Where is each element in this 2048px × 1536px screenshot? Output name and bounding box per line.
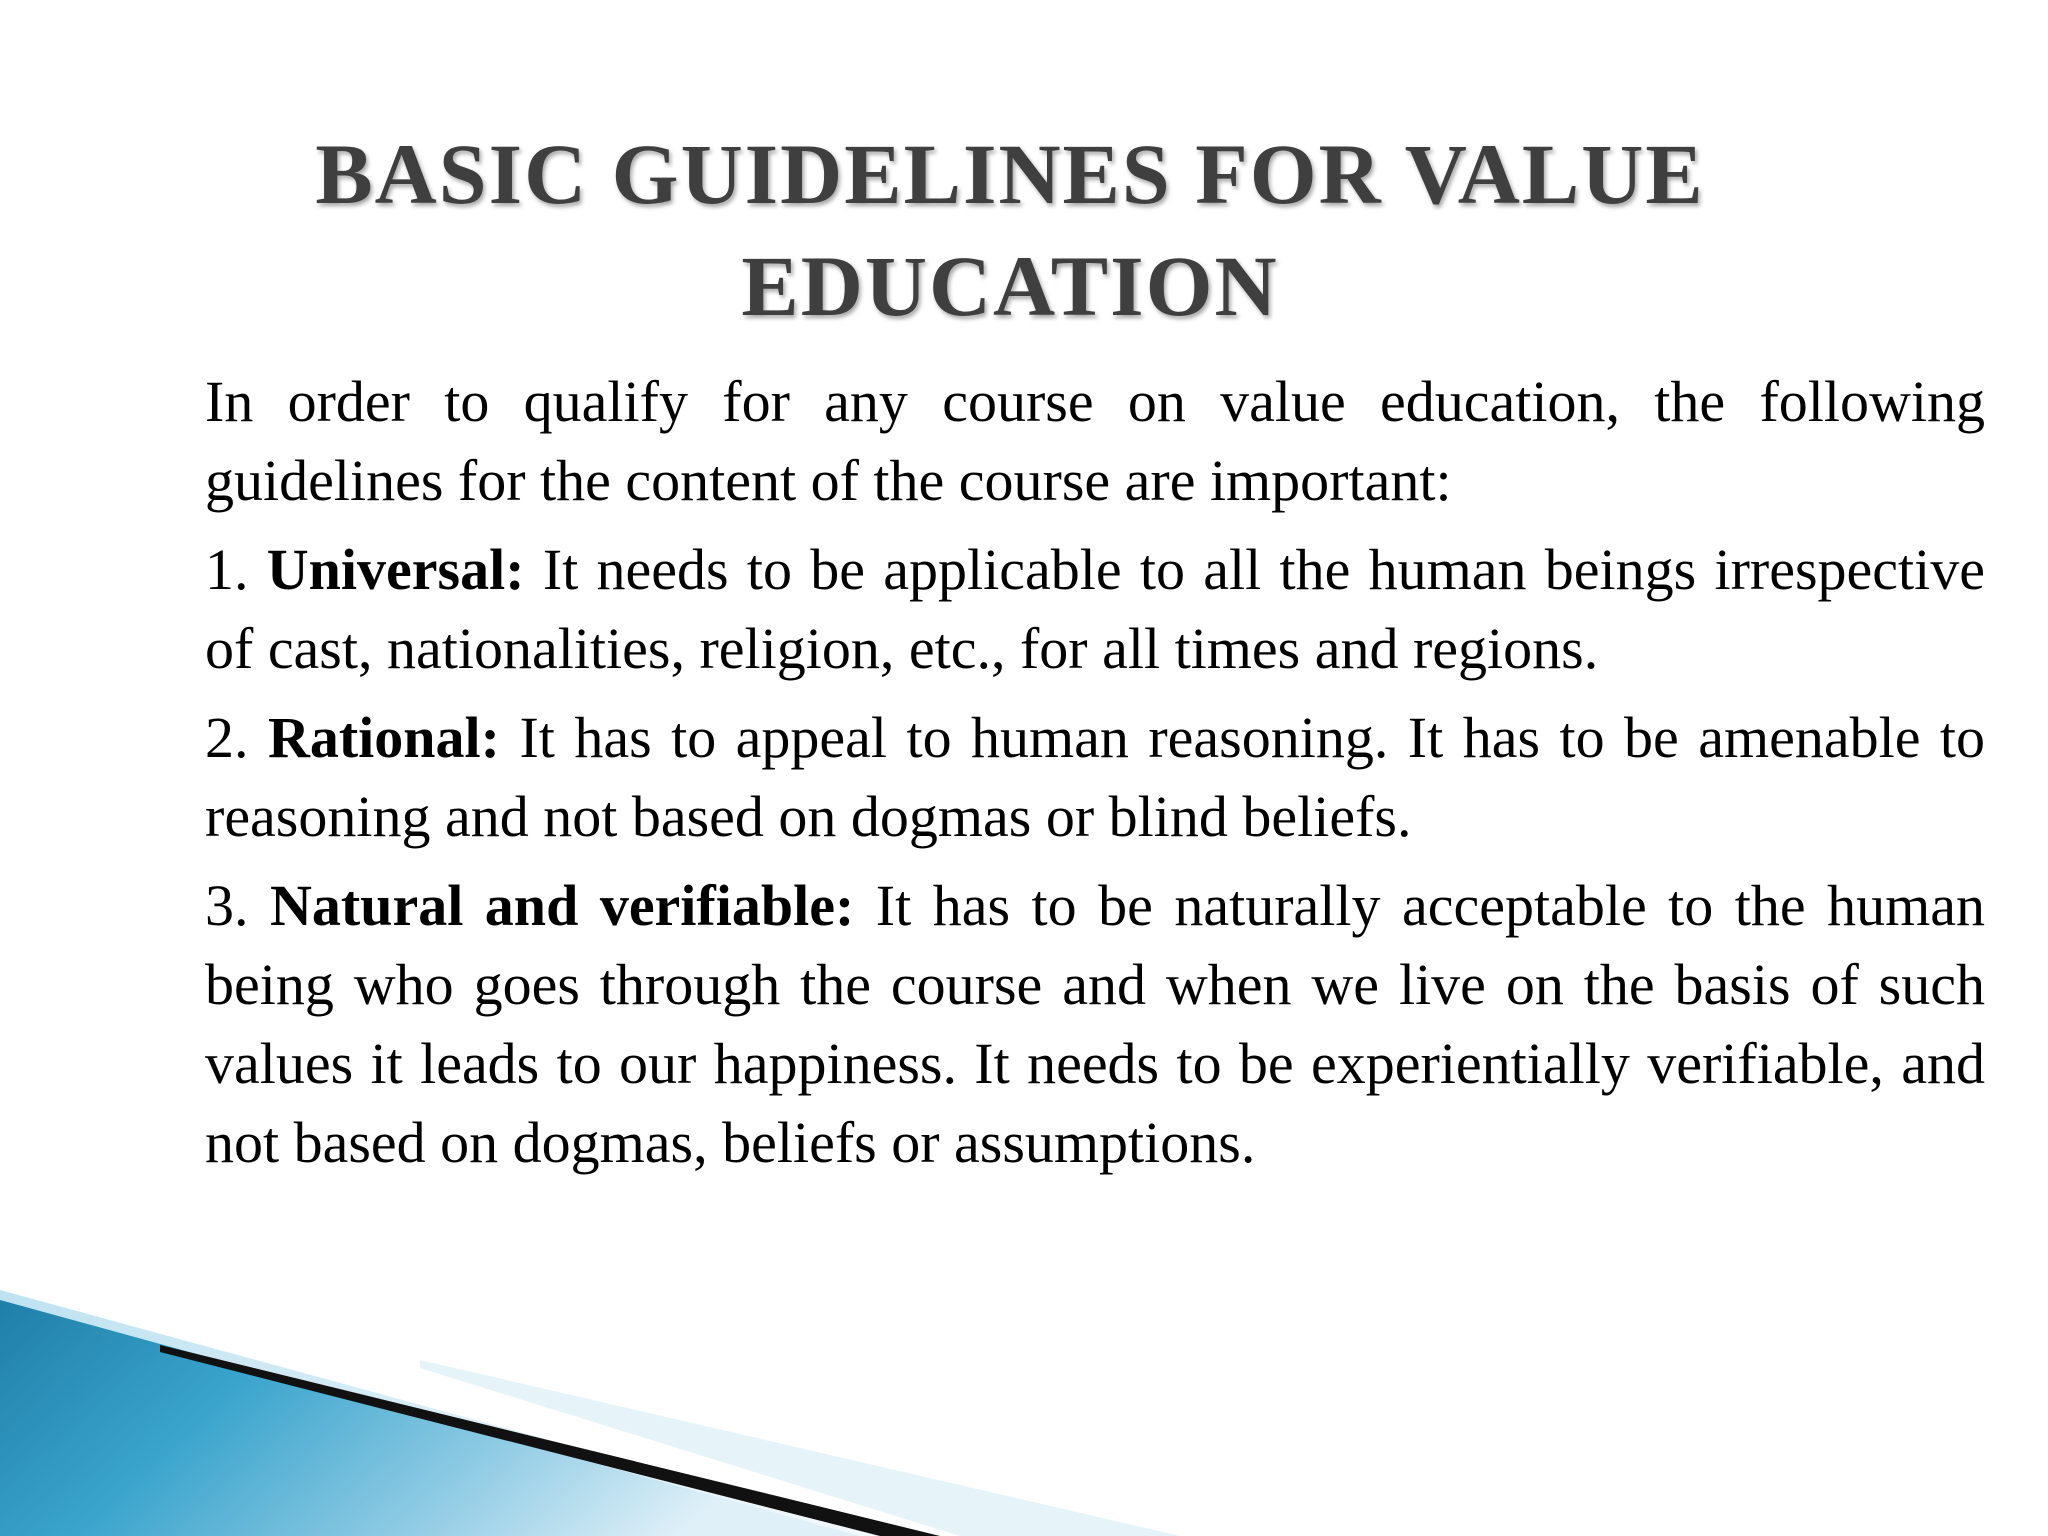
- guideline-number: 3.: [205, 873, 249, 938]
- guideline-item-natural-verifiable: [205, 866, 1985, 1182]
- slide-body: [205, 362, 1985, 1192]
- guideline-heading: Universal:: [266, 537, 525, 602]
- guideline-number: 1.: [205, 537, 249, 602]
- guideline-text: It needs to be applicable to all the human beings irrespective of cast, nationalities, religion, etc., for all times and regions.: [205, 537, 1986, 681]
- guideline-text: It has to appeal to human reasoning. It has to be amenable to reasoning and not based on dogmas or blind beliefs.: [205, 705, 1986, 849]
- guideline-heading: Rational:: [267, 705, 500, 770]
- guideline-heading: Natural and verifiable:: [270, 873, 855, 938]
- slide-title-line-2: EDUCATION: [741, 238, 1279, 334]
- guideline-number: 2.: [205, 705, 249, 770]
- slide-title: [160, 118, 1860, 342]
- intro-paragraph: In order to qualify for any course on value education, the following guidelines for the content of the course are important:: [205, 369, 1985, 513]
- guideline-text: It has to be naturally acceptable to the human being who goes through the course and when we live on the basis of such values it leads to our happiness. It needs to be experientially verifiable, and not based on dogmas, beliefs or assumptions.: [205, 873, 1986, 1175]
- guideline-item-universal: [205, 530, 1985, 688]
- slide-title-line-1: BASIC GUIDELINES FOR VALUE: [315, 126, 1705, 222]
- guideline-item-rational: [205, 698, 1985, 856]
